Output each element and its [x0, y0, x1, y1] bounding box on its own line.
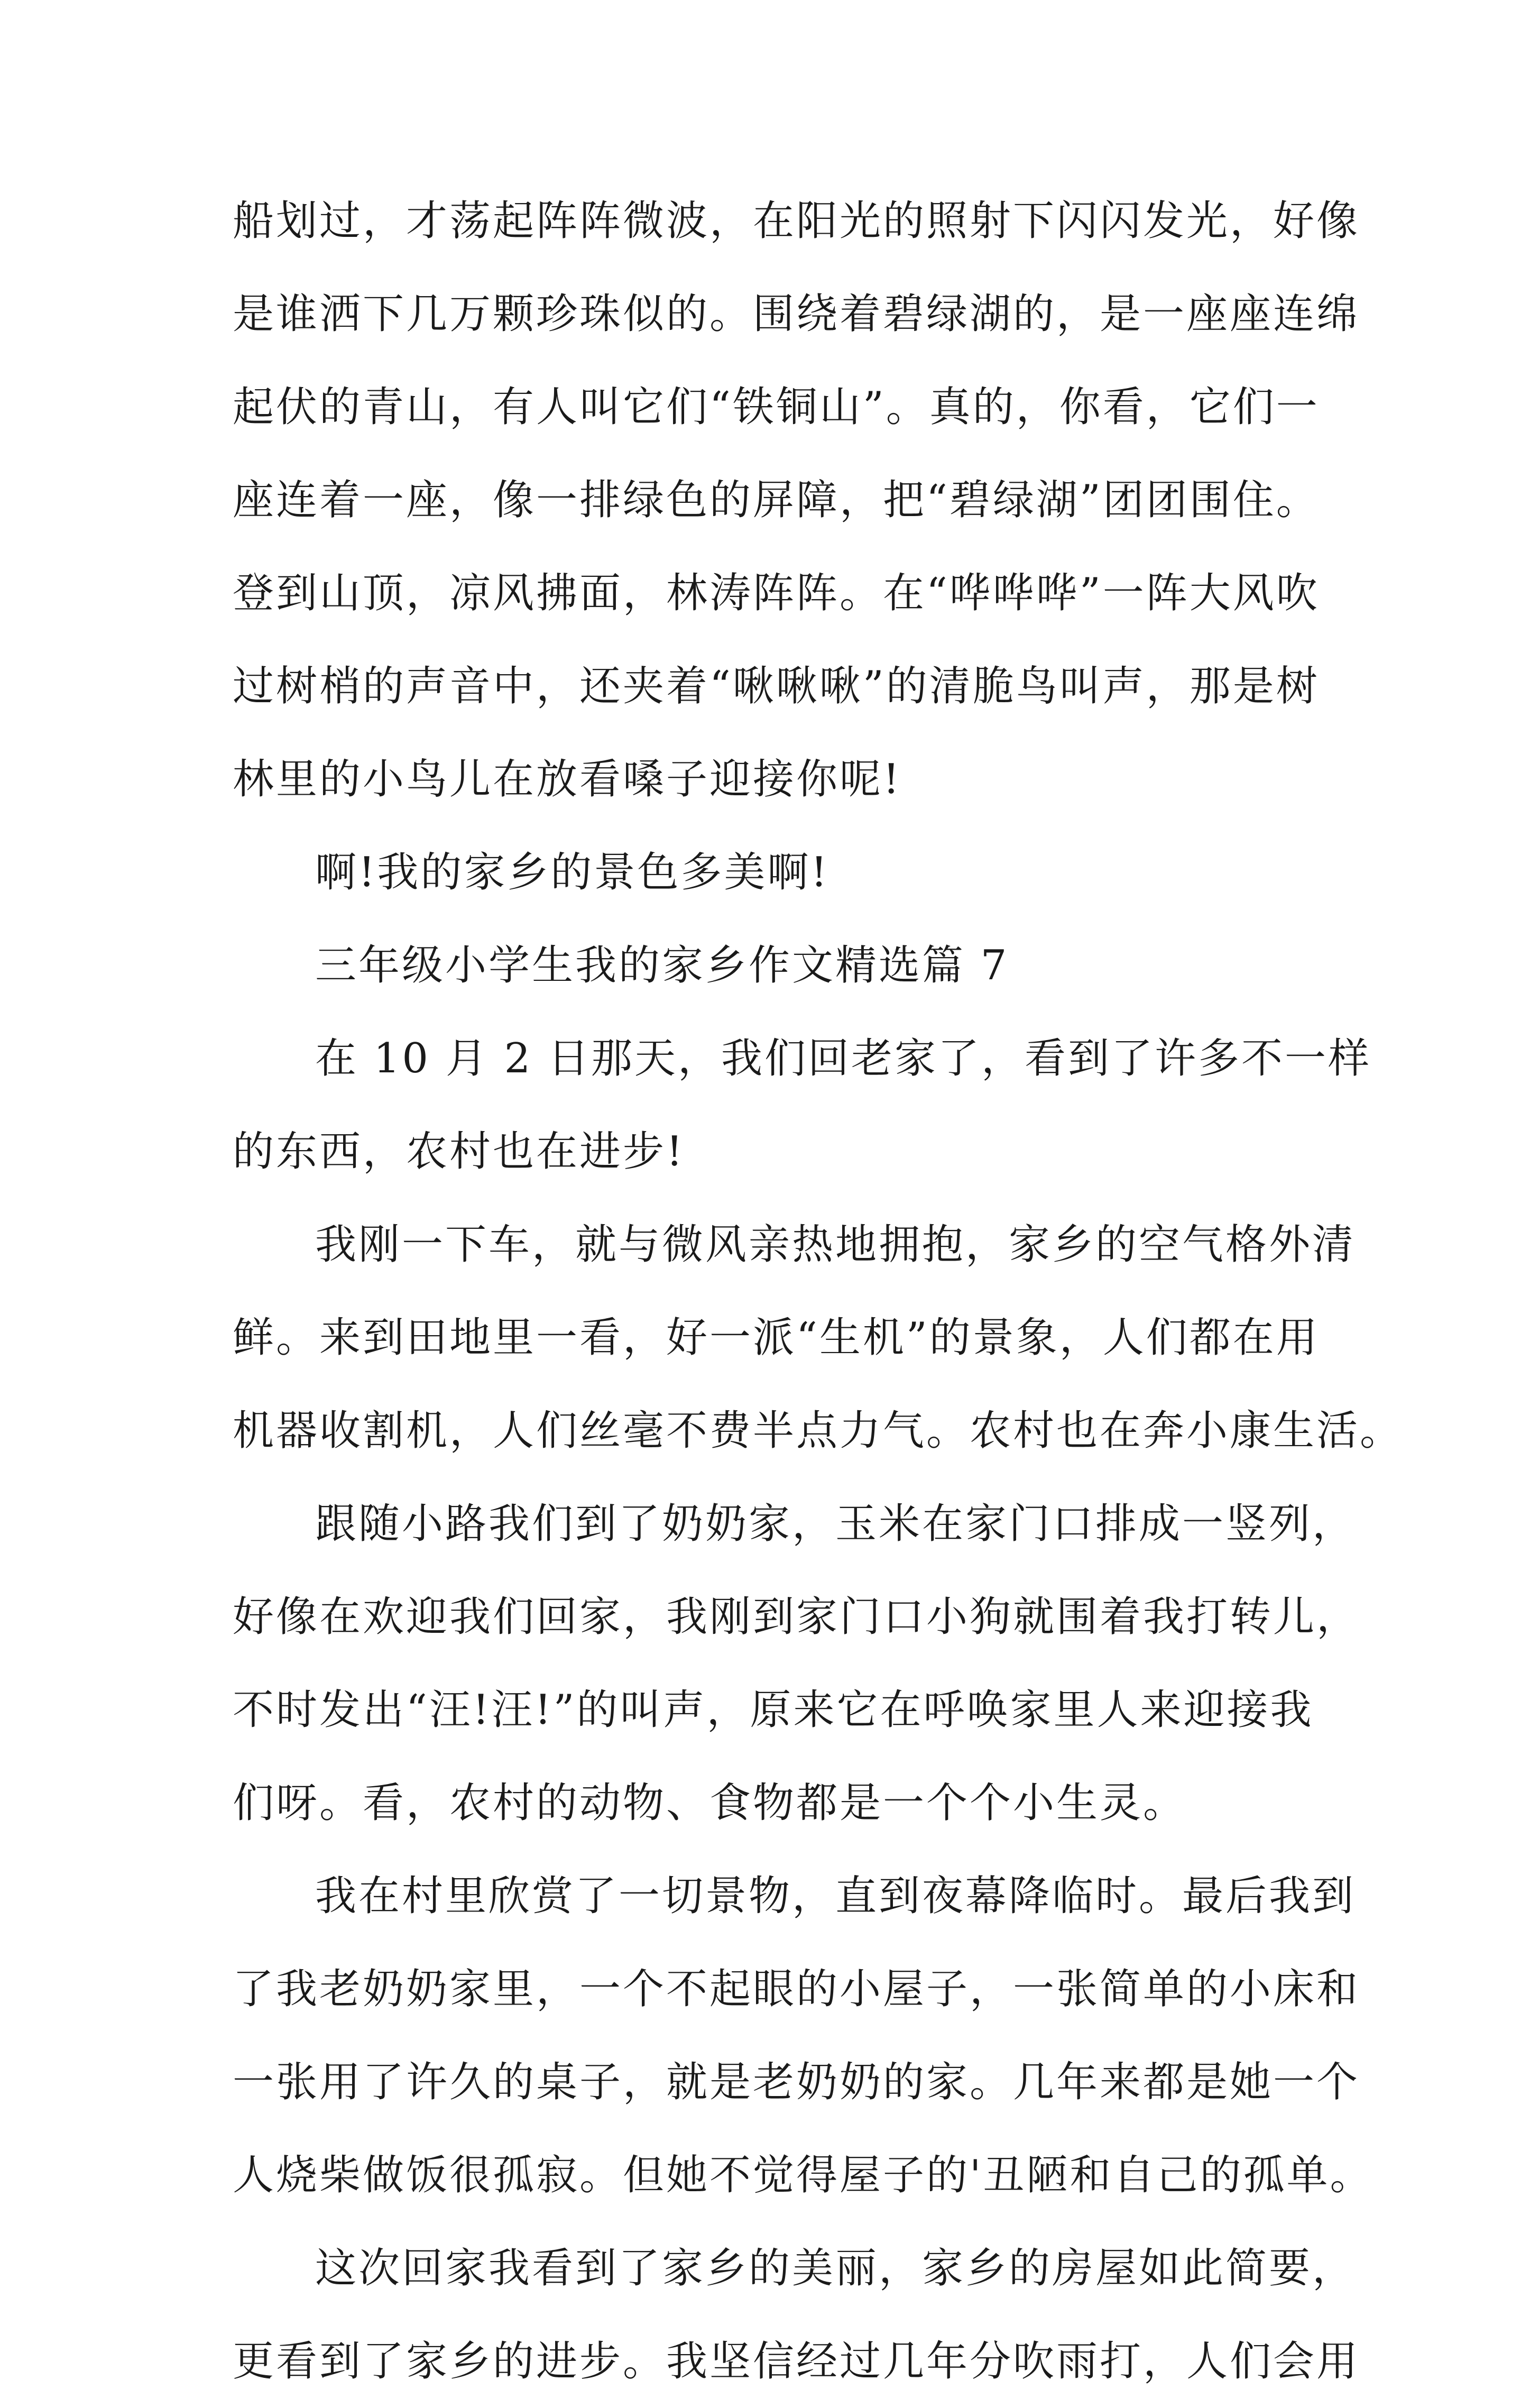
text-line: 好像在欢迎我们回家，我刚到家门口小狗就围着我打转儿，	[233, 1593, 1360, 1641]
paragraph-first-line: 这次回家我看到了家乡的美丽，家乡的房屋如此简要，	[315, 2245, 1356, 2292]
paragraph-first-line: 在 10 月 2 日那天，我们回老家了，看到了许多不一样	[315, 1035, 1372, 1082]
text-line: 过树梢的声音中，还夹着“啾啾啾”的清脆鸟叫声，那是树	[233, 663, 1320, 710]
text-line: 机器收割机，人们丝毫不费半点力气。农村也在奔小康生活。	[233, 1407, 1404, 1455]
text-line: 登到山顶，凉风拂面，林涛阵阵。在“哗哗哗”一阵大风吹	[233, 569, 1320, 617]
text-line: 林里的小鸟儿在放看嗓子迎接你呢!	[233, 756, 902, 803]
text-line: 是谁洒下几万颗珍珠似的。围绕着碧绿湖的，是一座座连绵	[233, 290, 1360, 338]
text-line: 船划过，才荡起阵阵微波，在阳光的照射下闪闪发光，好像	[233, 197, 1360, 245]
text-line: 不时发出“汪!汪!”的叫声，原来它在呼唤家里人来迎接我	[233, 1686, 1314, 1734]
article-body	[233, 174, 1404, 2408]
paragraph-first-line: 我在村里欣赏了一切景物，直到夜幕降临时。最后我到	[315, 1872, 1356, 1920]
paragraph-first-line: 啊!我的家乡的景色多美啊!	[315, 849, 829, 896]
text-line: 鲜。来到田地里一看，好一派“生机”的景象，人们都在用	[233, 1314, 1320, 1362]
text-line: 一张用了许久的桌子，就是老奶奶的家。几年来都是她一个	[233, 2058, 1360, 2106]
text-line: 了我老奶奶家里，一个不起眼的小屋子，一张简单的小床和	[233, 1965, 1360, 2013]
paragraph-first-line: 我刚一下车，就与微风亲热地拥抱，家乡的空气格外清	[315, 1221, 1356, 1269]
paragraph-first-line: 跟随小路我们到了奶奶家，玉米在家门口排成一竖列，	[315, 1500, 1356, 1548]
text-line: 的东西，农村也在进步!	[233, 1128, 685, 1175]
text-line: 们呀。看，农村的动物、食物都是一个个小生灵。	[233, 1779, 1187, 1827]
text-line: 起伏的青山，有人叫它们“铁铜山”。真的，你看，它们一	[233, 383, 1320, 431]
text-line: 更看到了家乡的进步。我坚信经过几年分吹雨打，人们会用	[233, 2338, 1360, 2385]
section-heading: 三年级小学生我的家乡作文精选篇 7	[315, 942, 1009, 989]
text-line: 座连着一座，像一排绿色的屏障，把“碧绿湖”团团围住。	[233, 476, 1320, 524]
text-line: 人烧柴做饭很孤寂。但她不觉得屋子的'丑陋和自己的孤单。	[233, 2152, 1374, 2199]
